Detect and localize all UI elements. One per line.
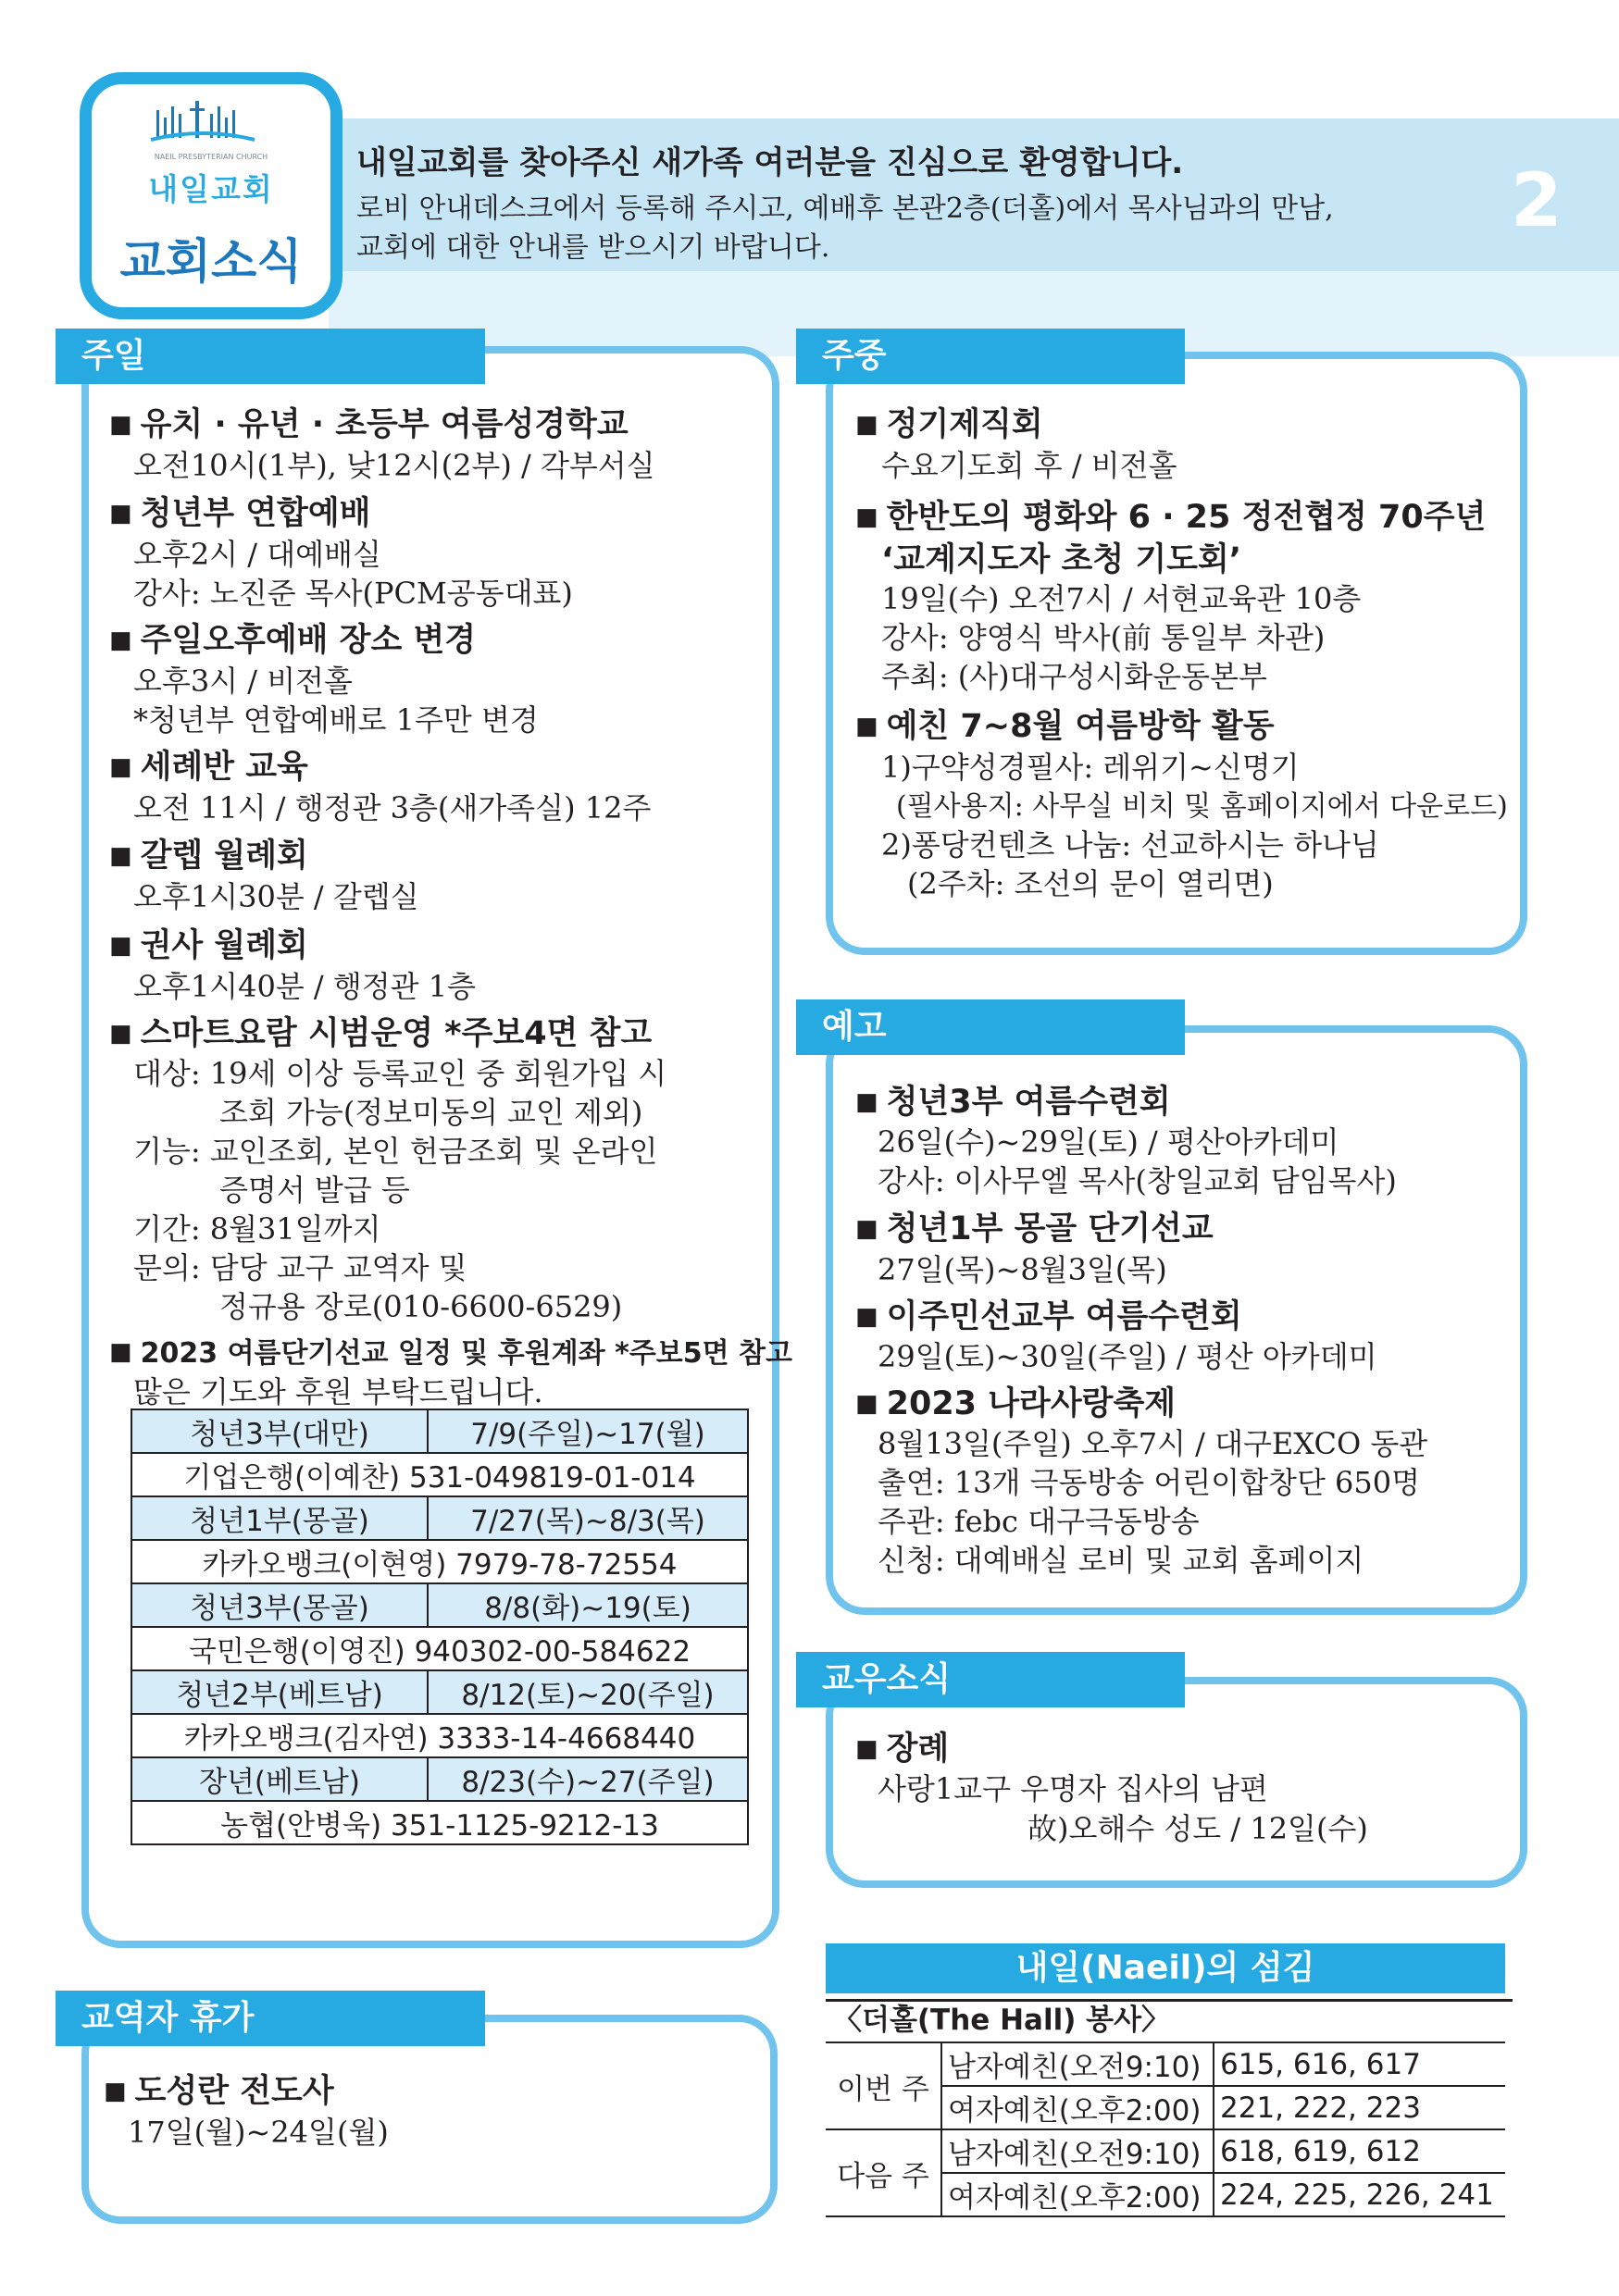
serving-subtitle: 〈더홀(The Hall) 봉사〉 bbox=[826, 1999, 1513, 2037]
midweek-item-line: 2)퐁당컨텐츠 나눔: 선교하시는 하나님 bbox=[881, 827, 1379, 863]
midweek-item-title: ■ 예친 7~8월 여름방학 활동 bbox=[855, 701, 1275, 747]
team-cell: 청년3부(대만) bbox=[131, 1409, 428, 1453]
sunday-item-line: *청년부 연합예배로 1주만 변경 bbox=[133, 702, 539, 738]
midweek-item-line: 1)구약성경필사: 레위기~신명기 bbox=[881, 750, 1300, 785]
sunday-item-line: 문의: 담당 교구 교역자 및 bbox=[133, 1250, 467, 1285]
table-row bbox=[131, 1714, 748, 1757]
account-cell: 기업은행(이예찬) 531-049819-01-014 bbox=[131, 1453, 748, 1496]
sunday-item-line: 많은 기도와 후원 부탁드립니다. bbox=[133, 1374, 543, 1409]
date-cell: 8/12(토)~20(주일) bbox=[428, 1670, 748, 1714]
midweek-item-line: 19일(수) 오전7시 / 서현교육관 10층 bbox=[881, 581, 1362, 616]
group-cell: 여자예친(오후2:00) bbox=[941, 2173, 1214, 2216]
sunday-item-title: ■ 권사 월례회 bbox=[109, 920, 308, 966]
team-cell: 청년2부(베트남) bbox=[131, 1670, 428, 1714]
church-logo-icon bbox=[147, 93, 258, 149]
table-row bbox=[131, 1583, 748, 1627]
midweek-item-title: ■ 정기제직회 bbox=[855, 399, 1043, 445]
numbers-cell: 618, 619, 612 bbox=[1214, 2129, 1505, 2173]
church-logo-box bbox=[80, 72, 342, 319]
notice-item-title: ■ 청년1부 몽골 단기선교 bbox=[855, 1203, 1214, 1249]
notice-item-line: 강사: 이사무엘 목사(창일교회 담임목사) bbox=[878, 1163, 1397, 1198]
midweek-item-line: 수요기도회 후 / 비전홀 bbox=[881, 448, 1177, 483]
group-cell: 여자예친(오후2:00) bbox=[941, 2086, 1214, 2129]
sunday-item-line: 기간: 8월31일까지 bbox=[133, 1211, 381, 1247]
sunday-item-title: ■ 스마트요람 시범운영 *주보4면 참고 bbox=[109, 1008, 652, 1054]
notice-item-line: 27일(목)~8월3일(목) bbox=[878, 1252, 1167, 1287]
midweek-item-subtitle: ‘교계지도자 초청 기도회’ bbox=[881, 541, 1242, 578]
welcome-text-line1: 로비 안내데스크에서 등록해 주시고, 예배후 본관2층(더홀)에서 목사님과의 만남, bbox=[356, 192, 1334, 225]
table-row bbox=[131, 1627, 748, 1670]
table-row bbox=[131, 1540, 748, 1583]
midweek-tab: 주중 bbox=[796, 329, 1185, 384]
midweek-item-line: 강사: 양영식 박사(前 통일부 차관) bbox=[881, 620, 1326, 655]
sunday-item-line: 대상: 19세 이상 등록교인 중 회원가입 시 bbox=[133, 1056, 667, 1091]
vacation-tab: 교역자 휴가 bbox=[56, 1991, 485, 2046]
group-cell: 남자예친(오전9:10) bbox=[941, 2042, 1214, 2086]
table-row bbox=[131, 1757, 748, 1801]
account-cell: 카카오뱅크(이현영) 7979-78-72554 bbox=[131, 1540, 748, 1583]
table-row bbox=[131, 1409, 748, 1453]
sunday-item-line: 오전 11시 / 행정관 3층(새가족실) 12주 bbox=[133, 790, 652, 825]
sunday-item-title: ■ 갈렙 월례회 bbox=[109, 830, 308, 876]
team-cell: 장년(베트남) bbox=[131, 1757, 428, 1801]
notice-item-line: 출연: 13개 극동방송 어린이합창단 650명 bbox=[878, 1465, 1421, 1500]
sunday-item-line: 정규용 장로(010-6600-6529) bbox=[219, 1289, 623, 1324]
sunday-item-line: 오후3시 / 비전홀 bbox=[133, 664, 353, 699]
members-item-title: ■ 장례 bbox=[855, 1723, 949, 1769]
welcome-heading: 내일교회를 찾아주신 새가족 여러분을 진심으로 환영합니다. bbox=[356, 144, 1184, 181]
sunday-item-line: 조회 가능(정보미동의 교인 제외) bbox=[219, 1095, 643, 1130]
midweek-item-line: 주최: (사)대구성시화운동본부 bbox=[881, 659, 1267, 694]
date-cell: 7/27(목)~8/3(목) bbox=[428, 1496, 748, 1540]
notice-item-line: 8월13일(주일) 오후7시 / 대구EXCO 동관 bbox=[878, 1426, 1428, 1461]
sunday-item-title: ■ 청년부 연합예배 bbox=[109, 488, 370, 534]
mission-account-table bbox=[131, 1409, 749, 1845]
sunday-item-line: 강사: 노진준 목사(PCM공동대표) bbox=[133, 576, 573, 611]
sunday-item-title: ■ 유치 · 유년 · 초등부 여름성경학교 bbox=[109, 399, 629, 445]
midweek-item-title: ■ 한반도의 평화와 6 · 25 정전협정 70주년 bbox=[855, 491, 1486, 538]
group-cell: 남자예친(오전9:10) bbox=[941, 2129, 1214, 2173]
sunday-item-title: ■ 세례반 교육 bbox=[109, 741, 308, 788]
sunday-item-title: ■ 2023 여름단기선교 일정 및 후원계좌 *주보5면 참고 bbox=[109, 1330, 792, 1371]
sunday-tab: 주일 bbox=[56, 329, 485, 384]
sunday-item-line: 오후1시30분 / 갈렙실 bbox=[133, 879, 419, 914]
page-number: 2 bbox=[1511, 157, 1563, 243]
team-cell: 청년3부(몽골) bbox=[131, 1583, 428, 1627]
week-cell: 이번 주 bbox=[826, 2042, 941, 2129]
notice-item-line: 29일(토)~30일(주일) / 평산 아카데미 bbox=[878, 1339, 1377, 1374]
notice-item-title: ■ 2023 나라사랑축제 bbox=[855, 1378, 1176, 1424]
table-row bbox=[131, 1496, 748, 1540]
numbers-cell: 615, 616, 617 bbox=[1214, 2042, 1505, 2086]
serving-table bbox=[826, 2042, 1505, 2217]
date-cell: 8/23(수)~27(주일) bbox=[428, 1757, 748, 1801]
notice-item-title: ■ 청년3부 여름수련회 bbox=[855, 1076, 1171, 1123]
notice-item-line: 신청: 대예배실 로비 및 교회 홈페이지 bbox=[878, 1543, 1364, 1578]
sunday-item-line: 기능: 교인조회, 본인 헌금조회 및 온라인 bbox=[133, 1134, 658, 1169]
team-cell: 청년1부(몽골) bbox=[131, 1496, 428, 1540]
notice-item-line: 26일(수)~29일(토) / 평산아카데미 bbox=[878, 1124, 1339, 1160]
members-item-line: 故)오해수 성도 / 12일(수) bbox=[1027, 1811, 1368, 1846]
midweek-item-line: (2주차: 조선의 문이 열리면) bbox=[907, 866, 1274, 901]
numbers-cell: 224, 225, 226, 241 bbox=[1214, 2173, 1505, 2216]
sunday-item-line: 오후2시 / 대예배실 bbox=[133, 537, 381, 572]
welcome-text-line2: 교회에 대한 안내를 받으시기 바랍니다. bbox=[356, 231, 830, 264]
sunday-item-line: 오후1시40분 / 행정관 1층 bbox=[133, 969, 477, 1004]
table-row bbox=[826, 2042, 1505, 2086]
notice-item-title: ■ 이주민선교부 여름수련회 bbox=[855, 1291, 1242, 1337]
sunday-item-line: 증명서 발급 등 bbox=[219, 1173, 410, 1208]
logo-name: 내일교회 bbox=[148, 171, 274, 207]
week-cell: 다음 주 bbox=[826, 2129, 941, 2216]
account-cell: 국민은행(이영진) 940302-00-584622 bbox=[131, 1627, 748, 1670]
page-title: 교회소식 bbox=[119, 235, 303, 290]
midweek-item-line: (필사용지: 사무실 비치 및 홈페이지에서 다운로드) bbox=[896, 790, 1508, 823]
table-row bbox=[131, 1801, 748, 1844]
members-news-tab: 교우소식 bbox=[796, 1652, 1185, 1707]
account-cell: 농협(안병욱) 351-1125-9212-13 bbox=[131, 1801, 748, 1844]
sunday-item-title: ■ 주일오후예배 장소 변경 bbox=[109, 614, 476, 661]
table-row bbox=[131, 1453, 748, 1496]
vacation-item-title: ■ 도성란 전도사 bbox=[104, 2066, 334, 2112]
serving-title: 내일(Naeil)의 섬김 bbox=[826, 1943, 1505, 1993]
date-cell: 8/8(화)~19(토) bbox=[428, 1583, 748, 1627]
notice-tab: 예고 bbox=[796, 999, 1185, 1055]
numbers-cell: 221, 222, 223 bbox=[1214, 2086, 1505, 2129]
members-item-line: 사랑1교구 우명자 집사의 남편 bbox=[878, 1771, 1268, 1806]
table-row bbox=[131, 1670, 748, 1714]
table-row bbox=[826, 2129, 1505, 2173]
logo-caption: NAEIL PRESBYTERIAN CHURCH bbox=[154, 153, 268, 161]
vacation-item-line: 17일(월)~24일(월) bbox=[128, 2115, 389, 2150]
sunday-item-line: 오전10시(1부), 낮12시(2부) / 각부서실 bbox=[133, 448, 655, 483]
notice-item-line: 주관: febc 대구극동방송 bbox=[878, 1504, 1200, 1539]
account-cell: 카카오뱅크(김자연) 3333-14-4668440 bbox=[131, 1714, 748, 1757]
date-cell: 7/9(주일)~17(월) bbox=[428, 1409, 748, 1453]
